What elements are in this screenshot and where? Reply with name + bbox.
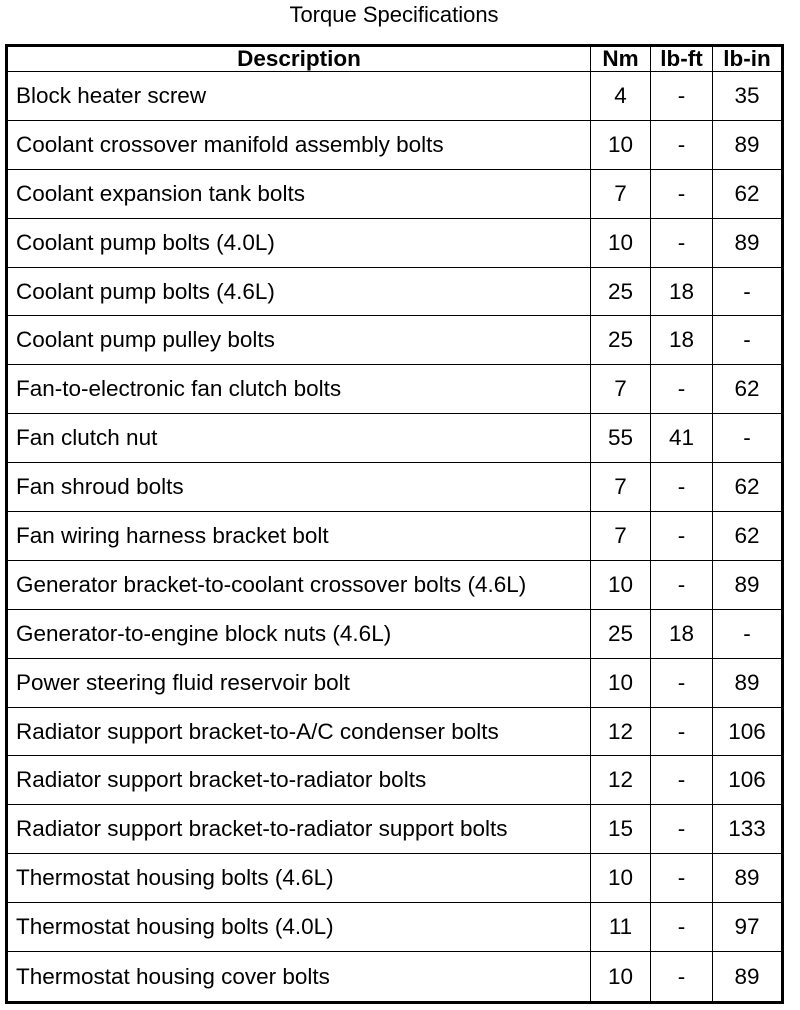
cell-nm: 7 [591,169,651,218]
table-row [7,903,783,952]
cell-lb-in: 62 [713,463,783,512]
cell-lb-ft: - [651,952,713,1003]
table-row [7,120,783,169]
cell-nm: 11 [591,903,651,952]
table-row [7,218,783,267]
table-row [7,512,783,561]
cell-lb-in: 62 [713,512,783,561]
cell-nm: 25 [591,267,651,316]
cell-nm: 10 [591,854,651,903]
cell-lb-in: - [713,316,783,365]
cell-lb-ft: - [651,463,713,512]
cell-lb-in: 89 [713,952,783,1003]
cell-lb-in: 89 [713,120,783,169]
cell-description: Power steering fluid reservoir bolt [7,658,591,707]
cell-lb-ft: - [651,854,713,903]
cell-lb-ft: - [651,560,713,609]
column-header-lb-in: lb-in [713,46,783,72]
cell-description: Block heater screw [7,72,591,121]
cell-lb-ft: - [651,169,713,218]
cell-lb-ft: - [651,218,713,267]
table-header-row [7,46,783,72]
cell-lb-in: 89 [713,658,783,707]
cell-lb-ft: - [651,805,713,854]
cell-lb-in: 97 [713,903,783,952]
cell-lb-ft: - [651,756,713,805]
cell-description: Coolant pump bolts (4.0L) [7,218,591,267]
cell-description: Fan clutch nut [7,414,591,463]
cell-lb-ft: - [651,120,713,169]
cell-description: Radiator support bracket-to-radiator bolts [7,756,591,805]
table-row [7,72,783,121]
table-row [7,658,783,707]
cell-description: Coolant crossover manifold assembly bolts [7,120,591,169]
cell-lb-ft: - [651,72,713,121]
cell-description: Coolant expansion tank bolts [7,169,591,218]
table-row [7,952,783,1003]
cell-nm: 7 [591,463,651,512]
cell-description: Radiator support bracket-to-radiator support bolts [7,805,591,854]
cell-lb-ft: - [651,512,713,561]
cell-lb-in: 62 [713,169,783,218]
cell-lb-ft: 18 [651,609,713,658]
cell-description: Generator-to-engine block nuts (4.6L) [7,609,591,658]
cell-lb-in: 89 [713,218,783,267]
cell-lb-ft: - [651,658,713,707]
cell-nm: 12 [591,707,651,756]
table-row [7,609,783,658]
cell-lb-in: - [713,414,783,463]
cell-description: Fan wiring harness bracket bolt [7,512,591,561]
cell-nm: 7 [591,365,651,414]
table-row [7,365,783,414]
cell-lb-in: - [713,267,783,316]
table-row [7,169,783,218]
table-row [7,414,783,463]
table-row [7,560,783,609]
cell-description: Thermostat housing bolts (4.6L) [7,854,591,903]
table-row [7,756,783,805]
cell-nm: 25 [591,609,651,658]
cell-nm: 10 [591,952,651,1003]
cell-lb-in: 62 [713,365,783,414]
cell-description: Thermostat housing cover bolts [7,952,591,1003]
cell-lb-ft: 18 [651,267,713,316]
table-row [7,267,783,316]
cell-nm: 12 [591,756,651,805]
cell-description: Fan shroud bolts [7,463,591,512]
cell-lb-in: 35 [713,72,783,121]
torque-specifications-table [5,44,784,1004]
cell-lb-ft: - [651,365,713,414]
table-row [7,805,783,854]
cell-lb-in: 133 [713,805,783,854]
column-header-nm: Nm [591,46,651,72]
cell-lb-ft: 41 [651,414,713,463]
cell-nm: 55 [591,414,651,463]
table-caption: Torque Specifications [289,2,499,27]
cell-description: Thermostat housing bolts (4.0L) [7,903,591,952]
cell-lb-in: 106 [713,756,783,805]
cell-lb-ft: 18 [651,316,713,365]
cell-lb-in: 89 [713,560,783,609]
cell-nm: 10 [591,218,651,267]
table-row [7,707,783,756]
column-header-lb-ft: lb-ft [651,46,713,72]
cell-nm: 4 [591,72,651,121]
cell-description: Coolant pump pulley bolts [7,316,591,365]
cell-description: Fan-to-electronic fan clutch bolts [7,365,591,414]
cell-description: Generator bracket-to-coolant crossover bolts (4.6L) [7,560,591,609]
column-header-description: Description [7,46,591,72]
table-row [7,854,783,903]
cell-nm: 25 [591,316,651,365]
table-row [7,316,783,365]
cell-description: Radiator support bracket-to-A/C condenser bolts [7,707,591,756]
cell-nm: 15 [591,805,651,854]
cell-lb-in: 106 [713,707,783,756]
cell-lb-in: 89 [713,854,783,903]
cell-nm: 10 [591,120,651,169]
table-row [7,463,783,512]
cell-nm: 7 [591,512,651,561]
cell-lb-ft: - [651,903,713,952]
cell-description: Coolant pump bolts (4.6L) [7,267,591,316]
cell-lb-ft: - [651,707,713,756]
cell-lb-in: - [713,609,783,658]
cell-nm: 10 [591,560,651,609]
cell-nm: 10 [591,658,651,707]
